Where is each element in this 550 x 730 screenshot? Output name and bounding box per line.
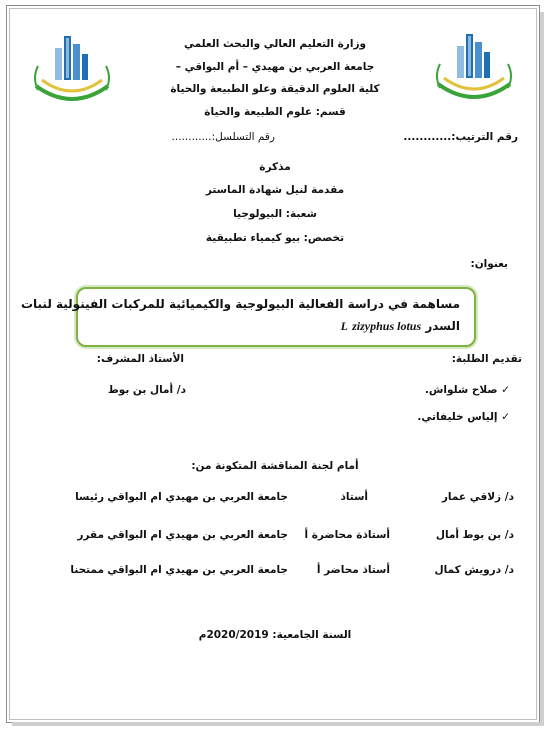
jury-member-rank: أستاذة محاضرة أ <box>304 529 390 541</box>
jury-member-role: ممتحنا <box>70 564 104 576</box>
order-number: رقم الترتيب:............ <box>403 131 518 143</box>
academic-year: السنة الجامعية: 2020/2019م <box>198 629 352 641</box>
ministry-name: وزارة التعليم العالي والبحث العلمي <box>183 38 367 50</box>
thesis-specialty: تخصص: بيو كيمياء تطبيقية <box>205 232 345 244</box>
page-shadow-bottom <box>12 722 544 726</box>
jury-member-institution: جامعة العربي بن مهيدي ام البواقي <box>107 564 288 576</box>
thesis-title-line2 <box>341 319 460 334</box>
jury-member-institution: جامعة العربي بن مهيدي ام البواقي <box>107 491 288 503</box>
department-name: قسم: علوم الطبيعة والحياة <box>204 106 346 118</box>
student-2 <box>417 411 510 423</box>
faculty-name: كلية العلوم الدقيقة وعلو الطبيعة والحياة <box>170 83 380 95</box>
student-2-name: إلياس خليفاتي. <box>417 411 498 423</box>
thesis-type: مذكرة <box>259 161 291 173</box>
plant-arabic-name: السدر <box>425 319 460 333</box>
thesis-branch: شعبة: البيولوجيا <box>233 208 317 220</box>
jury-member-name: د/ درويش كمال <box>434 564 514 576</box>
jury-member-name: د/ بن بوط أمال <box>435 529 514 541</box>
student-1-name: صلاح شلواش. <box>424 384 498 396</box>
check-icon: ✓ <box>501 384 510 396</box>
supervisor-label: الأستاذ المشرف: <box>96 353 184 365</box>
title-label: بعنوان: <box>470 258 508 270</box>
jury-member-role: مقرر <box>77 529 104 541</box>
plant-author-initial: L <box>340 319 348 333</box>
student-1 <box>425 384 510 396</box>
check-icon: ✓ <box>501 411 510 423</box>
jury-label: أمام لجنة المناقشة المتكونة من: <box>191 460 359 472</box>
jury-member-rank: أستاذ محاضر أ <box>316 564 390 576</box>
jury-member-rank: أستاذ <box>340 491 368 503</box>
supervisor-name: د/ أمال بن بوط <box>107 384 186 396</box>
plant-latin-name: zizyphus lotus <box>352 319 422 333</box>
students-label: تقديم الطلبة: <box>451 353 522 365</box>
serial-number: رقم التسلسل:............ <box>171 131 275 143</box>
thesis-title-box <box>20 287 476 347</box>
university-name: جامعة العربي بن مهيدي – أم البواقي – <box>175 61 375 73</box>
thesis-title-line1: مساهمة في دراسة الفعالية البيولوجية والكيميائية للمركبات الفينولية لنبات <box>20 297 460 311</box>
jury-member-institution: جامعة العربي بن مهيدي ام البواقي <box>107 529 288 541</box>
page-shadow-right <box>540 12 544 724</box>
jury-member-name: د/ زلاقي عمار <box>441 491 514 503</box>
jury-member-role: رئيسا <box>75 491 104 503</box>
thesis-degree: مقدمة لنيل شهادة الماستر <box>205 184 345 196</box>
